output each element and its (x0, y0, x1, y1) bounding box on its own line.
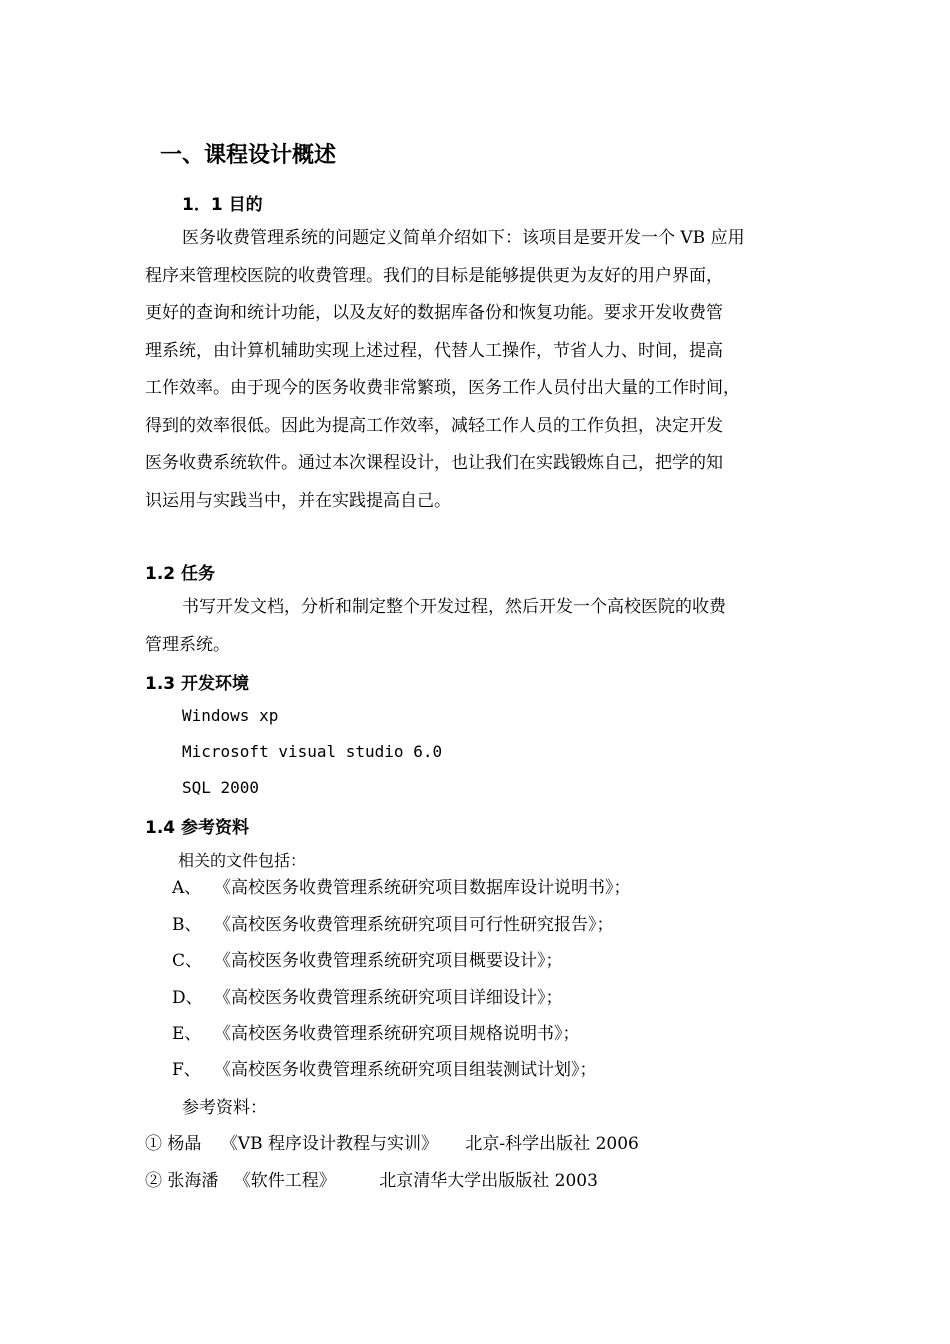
book-reference (145, 1166, 598, 1191)
section-title: 一、课程设计概述 (160, 143, 337, 168)
paragraph-line: 理系统，由计算机辅助实现上述过程，代替人工操作，节省人力、时间，提高 (145, 340, 723, 361)
environment-item: SQL 2000 (182, 778, 260, 797)
paragraph-line: 程序来管理校医院的收费管理。我们的目标是能够提供更为友好的用户界面， (145, 265, 723, 286)
list-letter: E、 (172, 1024, 202, 1044)
list-letter: C、 (172, 951, 203, 971)
book-publisher: 北京清华大学出版版社 (379, 1171, 550, 1191)
paragraph-line: 工作效率。由于现今的医务收费非常繁琐，医务工作人员付出大量的工作时间， (145, 378, 740, 398)
purpose-heading: 1．1 目的 (182, 195, 263, 215)
list-letter: F、 (172, 1060, 201, 1080)
document-list-item (172, 946, 563, 971)
purpose-paragraph (145, 220, 825, 520)
books-intro: 参考资料： (182, 1098, 267, 1118)
book-year: 2006 (595, 1134, 639, 1154)
paragraph-line: 医务收费系统软件。通过本次课程设计，也让我们在实践锻炼自己，把学的知 (145, 453, 723, 473)
environment-item: Microsoft visual studio 6.0 (182, 742, 443, 761)
environment-item: Windows xp (182, 706, 279, 725)
references-intro: 相关的文件包括： (178, 851, 307, 870)
document-list-item (172, 983, 563, 1008)
document-list-item (172, 910, 614, 935)
list-letter: B、 (172, 915, 202, 935)
document-list-item (172, 1019, 580, 1044)
task-heading: 1.2 任务 (145, 564, 216, 584)
document-title: 《高校医务收费管理系统研究项目可行性研究报告》； (214, 915, 614, 935)
list-letter: A、 (172, 878, 202, 898)
document-list-item (172, 873, 631, 898)
book-year: 2003 (554, 1171, 598, 1191)
paragraph-line: 识运用与实践当中，并在实践提高自己。 (145, 490, 451, 511)
paragraph-line: 管理系统。 (145, 634, 230, 655)
book-marker: ① (145, 1134, 162, 1154)
paragraph-line: 更好的查询和统计功能，以及友好的数据库备份和恢复功能。要求开发收费管 (145, 303, 723, 323)
document-title: 《高校医务收费管理系统研究项目详细设计》； (214, 988, 563, 1008)
environment-heading: 1.3 开发环境 (145, 674, 250, 694)
book-reference (145, 1129, 639, 1154)
book-author: 杨晶 (167, 1134, 202, 1154)
book-marker: ② (145, 1171, 162, 1191)
document-list-item (172, 1055, 597, 1080)
book-title: 《软件工程》 (233, 1171, 336, 1191)
task-paragraph (145, 589, 825, 664)
document-title: 《高校医务收费管理系统研究项目数据库设计说明书》； (214, 878, 631, 898)
book-author: 张海潘 (167, 1171, 219, 1191)
paragraph-line: 书写开发文档，分析和制定整个开发过程，然后开发一个高校医院的收费 (182, 597, 726, 617)
document-title: 《高校医务收费管理系统研究项目规格说明书》； (214, 1024, 580, 1044)
book-publisher: 北京-科学出版社 (465, 1134, 591, 1154)
references-heading: 1.4 参考资料 (145, 818, 250, 838)
paragraph-line: 得到的效率很低。因此为提高工作效率，减轻工作人员的工作负担，决定开发 (145, 415, 723, 436)
book-title: 《VB 程序设计教程与实训》 (220, 1134, 438, 1154)
paragraph-line: 医务收费管理系统的问题定义简单介绍如下：该项目是要开发一个 VB 应用 (182, 228, 745, 248)
document-title: 《高校医务收费管理系统研究项目组装测试计划》； (214, 1060, 597, 1080)
list-letter: D、 (172, 988, 203, 1008)
document-title: 《高校医务收费管理系统研究项目概要设计》； (214, 951, 563, 971)
